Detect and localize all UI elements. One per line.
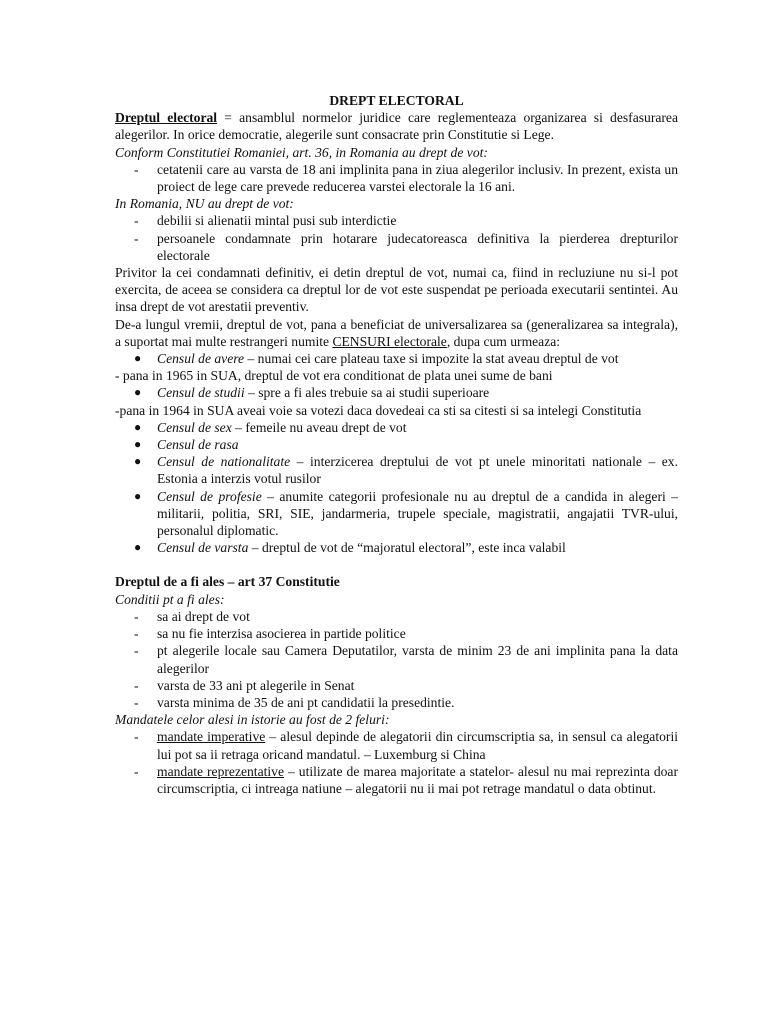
condamnati-paragraph: Privitor la cei condamnati definitiv, ei detin dreptul de vot, numai ca, fiind in recluziune nu si-l pot exercita, de aceea se considera ca dreptul lor de vot este suspendat pe perioada executarii sentintei. Au insa drept de vot arestatii preventiv.: [115, 265, 678, 315]
bullet-item: ● Censul de varsta – dreptul de vot de “majoratul electoral”, este inca valabil: [134, 540, 566, 556]
bullet-item: ● Censul de sex – femeile nu aveau drept de vot: [134, 419, 407, 435]
studii-note: -pana in 1964 in SUA aveai voie sa votezi daca dovedeai ca sti sa citesti si sa intelegi Constitutia: [115, 402, 642, 418]
list-item: - varsta minima de 35 de ani pt candidatii la presedintie.: [134, 694, 455, 710]
conform-heading: Conform Constitutiei Romaniei, art. 36, in Romania au drept de vot:: [115, 144, 488, 160]
dash-marker: -: [134, 230, 139, 246]
dash-marker: -: [134, 677, 139, 693]
conditii-heading: Conditii pt a fi ales:: [115, 591, 225, 607]
list-item: - mandate reprezentative – utilizate de marea majoritate a statelor- alesul nu mai reprezinta doar circumscriptia, ci intreaga natiune – alegatorii nu ii mai pot retrage mandatul o data obtinut.: [134, 763, 678, 796]
bullet-item: ● Censul de studii – spre a fi ales trebuie sa ai studii superioare: [134, 385, 490, 401]
list-item: - sa ai drept de vot: [134, 608, 250, 624]
bullet-icon: ●: [134, 419, 142, 434]
nu-au-heading: In Romania, NU au drept de vot:: [115, 196, 294, 212]
dash-marker: -: [134, 626, 139, 642]
bullet-icon: ●: [134, 437, 142, 452]
bullet-item: ● Censul de rasa: [134, 437, 239, 453]
bullet-item: ● Censul de profesie – anumite categorii profesionale nu au dreptul de a candida in alegeri – militarii, politia, SRI, SIE, jandarmeria, trupele speciale, magistratii, angajatii TVR-ului, personalul diplomatic.: [134, 488, 678, 539]
dash-marker: -: [134, 643, 139, 659]
dash-marker: -: [134, 608, 139, 624]
list-item: - sa nu fie interzisa asocierea in partide politice: [134, 626, 406, 642]
avere-note: - pana in 1965 in SUA, dreptul de vot era conditionat de plata unei sume de bani: [115, 368, 553, 384]
dash-marker: -: [134, 763, 139, 779]
list-item: - varsta de 33 ani pt alegerile in Senat: [134, 677, 355, 693]
mandate-imperative-term: mandate imperative: [157, 729, 266, 745]
censuri-term: CENSURI electorale: [332, 333, 447, 349]
definition-paragraph: [115, 109, 678, 143]
bullet-item: ● Censul de avere – numai cei care plateau taxe si impozite la stat aveau dreptul de vot: [134, 351, 619, 367]
definition-equals: =: [217, 110, 240, 126]
bullet-item: ● Censul de nationalitate – interzicerea dreptului de vot pt unele minoritati nationale – ex. Estonia a interzis votul rusilor: [134, 454, 679, 487]
ales-heading: Dreptul de a fi ales – art 37 Constitutie: [115, 574, 340, 590]
dash-marker: -: [134, 161, 139, 177]
bullet-icon: ●: [134, 385, 142, 400]
bullet-icon: ●: [134, 454, 142, 469]
definition-text: ansamblul normelor juridice care reglementeaza organizarea si desfasurarea alegerilor. In orice democratie, alegerile sunt consacrate prin Constitutie si Lege.: [115, 110, 678, 143]
bullet-icon: ●: [134, 351, 142, 366]
bullet-icon: ●: [134, 540, 142, 555]
universal-paragraph: De-a lungul vremii, dreptul de vot, pana a beneficiat de universalizarea sa (generalizarea sa integrala), a suportat mai multe restrangeri numite CENSURI electorale, dupa cum urmeaza:: [115, 316, 678, 349]
list-item: - debilii si alienatii mintal pusi sub interdictie: [134, 213, 397, 229]
bullet-icon: ●: [134, 488, 142, 503]
mandate-reprezentative-term: mandate reprezentative: [157, 763, 285, 779]
dash-marker: -: [134, 694, 139, 710]
list-item: - pt alegerile locale sau Camera Deputatilor, varsta de minim 23 de ani implinita pana la data alegerilor: [134, 643, 678, 676]
list-item: - cetatenii care au varsta de 18 ani implinita pana in ziua alegerilor inclusiv. In prezent, exista un proiect de lege care prevede reducerea varstei electorale la 16 ani.: [134, 161, 678, 195]
spacer: [115, 556, 678, 573]
list-item: - persoanele condamnate prin hotarare judecatoreasca definitiva la pierderea drepturilor electorale: [134, 230, 678, 263]
document-body: [115, 92, 678, 797]
definition-term: Dreptul electoral: [115, 110, 218, 126]
mandate-heading: Mandatele celor alesi in istorie au fost de 2 feluri:: [115, 712, 390, 728]
dash-marker: -: [134, 213, 139, 229]
list-item: - mandate imperative – alesul depinde de alegatorii din circumscriptia sa, in sensul ca alegatorii lui pot sa ii retraga oricand mandatul. – Luxemburg si China: [134, 729, 678, 762]
page-title: DREPT ELECTORAL: [329, 93, 464, 108]
dash-marker: -: [134, 729, 139, 745]
